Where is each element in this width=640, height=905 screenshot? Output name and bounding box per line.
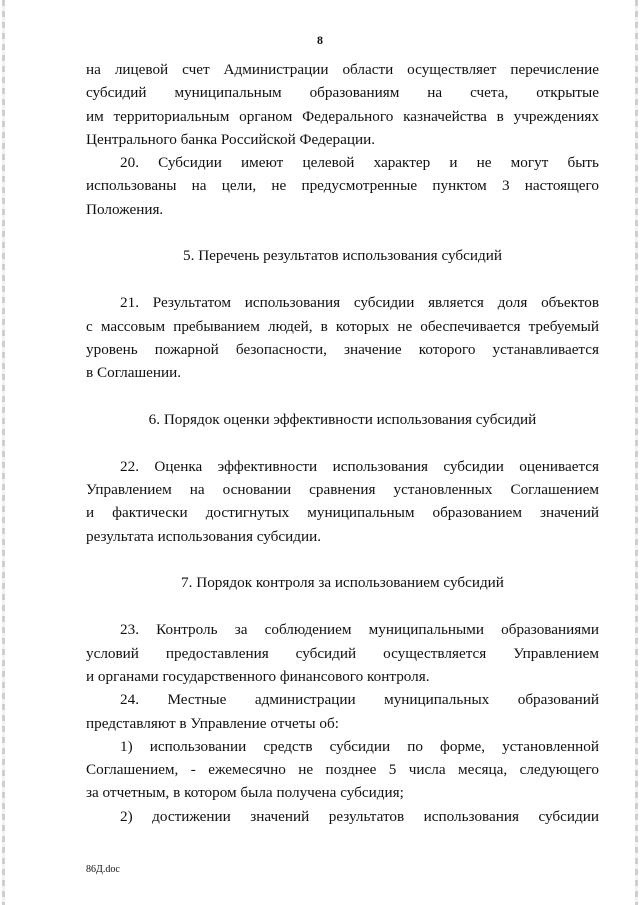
- text-line: и органами государственного финансового контроля.: [86, 667, 430, 685]
- paragraph-22-line: 22. Оценка эффективности использования субсидии оценивается: [120, 457, 599, 475]
- text-line: представляют в Управление отчеты об:: [86, 714, 339, 732]
- page-number: 8: [317, 33, 323, 47]
- document-body: [86, 58, 599, 828]
- text-line: использованы на цели, не предусмотренные пунктом 3 настоящего: [86, 177, 599, 195]
- text-line: уровень пожарной безопасности, значение которого устанавливается: [86, 340, 599, 358]
- text-line: результата использования субсидии.: [86, 527, 322, 545]
- text-line: Управлением на основании сравнения установленных Соглашением: [86, 481, 599, 499]
- paragraph-24-line: 24. Местные администрации муниципальных образований: [120, 691, 599, 709]
- list-item-2-line: 2) достижении значений результатов использования субсидии: [120, 807, 599, 825]
- list-item-1-line: 1) использовании средств субсидии по форме, установленной: [120, 737, 599, 755]
- section-5-heading: 5. Перечень результатов использования субсидий: [183, 247, 502, 265]
- text-line: и фактически достигнутых муниципальным образованием значений: [86, 504, 599, 522]
- text-line: им территориальным органом Федерального казначейства в учреждениях: [86, 107, 599, 125]
- text-line: Положения.: [86, 200, 164, 218]
- scan-edge-right: [635, 0, 638, 905]
- scan-edge-left: [2, 0, 5, 905]
- text-line: Соглашением, - ежемесячно не позднее 5 числа месяца, следующего: [86, 761, 599, 779]
- section-6-heading: 6. Порядок оценки эффективности использования субсидий: [148, 410, 537, 428]
- text-line: условий предоставления субсидий осуществляется Управлением: [86, 644, 599, 662]
- section-7-heading: 7. Порядок контроля за использованием субсидий: [181, 574, 504, 592]
- text-line: на лицевой счет Администрации области осуществляет перечисление: [86, 61, 599, 78]
- paragraph-21-line: 21. Результатом использования субсидии является доля объектов: [120, 294, 599, 312]
- footer-filename: 86Д.doc: [86, 864, 120, 875]
- paragraph-20-line: 20. Субсидии имеют целевой характер и не могут быть: [120, 154, 599, 172]
- text-line: за отчетным, в котором была получена субсидия;: [86, 784, 404, 802]
- paragraph-23-line: 23. Контроль за соблюдением муниципальными образованиями: [120, 621, 599, 639]
- text-line: субсидий муниципальным образованиям на счета, открытые: [86, 84, 599, 102]
- text-line: с массовым пребыванием людей, в которых не обеспечивается требуемый: [86, 317, 599, 335]
- text-line: Центрального банка Российской Федерации.: [86, 130, 376, 148]
- text-line: в Соглашении.: [86, 364, 182, 382]
